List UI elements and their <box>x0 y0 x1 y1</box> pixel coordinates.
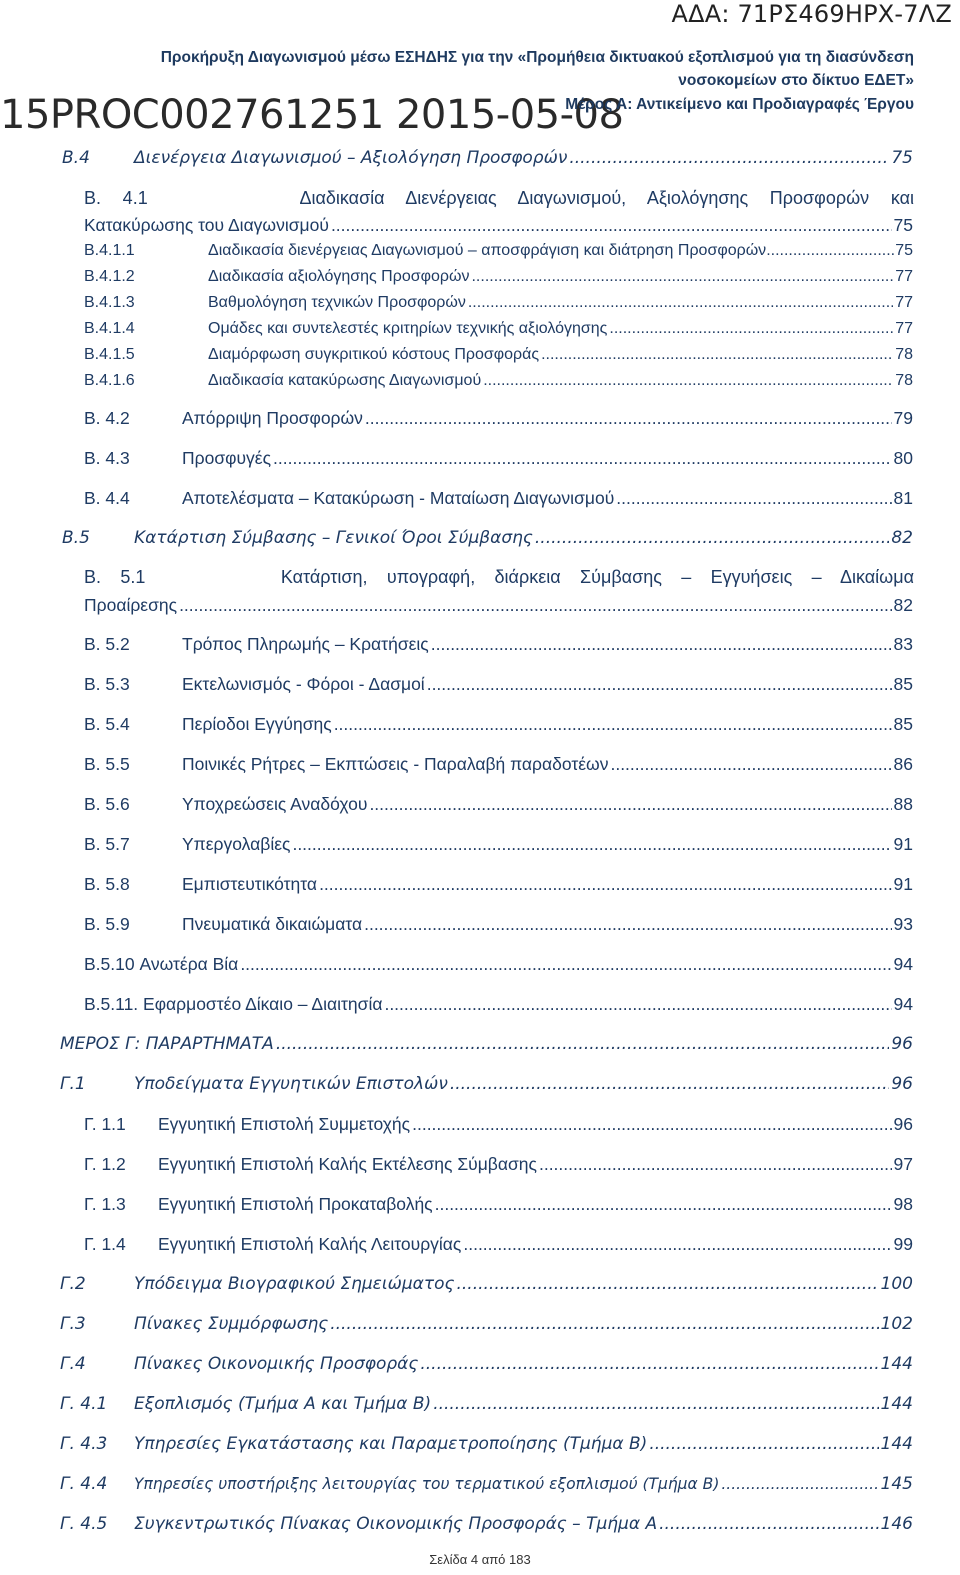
toc-title-continuation: Κατακύρωσης του Διαγωνισμού <box>84 215 329 235</box>
toc-leader <box>273 448 892 469</box>
toc-entry[interactable] <box>0 448 960 469</box>
toc-page: 94 <box>893 994 913 1014</box>
toc-title: Υπηρεσίες Εγκατάστασης και Παραμετροποίησης (Τμήμα Β) <box>134 1434 648 1454</box>
toc-leader <box>384 994 891 1015</box>
toc-leader <box>649 1434 878 1454</box>
toc-number: B. 4.4 <box>84 488 130 508</box>
toc-page: 99 <box>893 1234 913 1254</box>
toc-page: 77 <box>895 320 913 337</box>
toc-entry-multiline-first[interactable] <box>84 567 914 588</box>
toc-entry[interactable] <box>0 1074 960 1094</box>
toc-page: 144 <box>880 1394 913 1414</box>
toc-entry[interactable] <box>0 268 960 286</box>
toc-leader <box>179 595 891 616</box>
page-footer: Σελίδα 4 από 183 <box>429 1552 531 1567</box>
toc-leader <box>319 874 891 895</box>
toc-title: Πίνακες Οικονομικής Προσφοράς <box>134 1354 419 1374</box>
toc-number: Γ.4 <box>60 1354 86 1374</box>
toc-title: Ποινικές Ρήτρες – Εκπτώσεις - Παραλαβή παραδοτέων <box>182 754 609 774</box>
toc-number: B.4.1.1 <box>84 242 135 259</box>
toc-title: Απόρριψη Προσφορών <box>182 408 363 428</box>
toc-number: Γ. 4.1 <box>60 1394 108 1414</box>
toc-entry[interactable] <box>0 488 960 509</box>
toc-entry[interactable] <box>0 754 960 775</box>
toc-page: 96 <box>893 1114 913 1134</box>
toc-entry[interactable] <box>0 242 960 260</box>
toc-page: 96 <box>891 1074 913 1094</box>
toc-number: B. 5.2 <box>84 634 130 654</box>
toc-leader <box>721 1475 878 1493</box>
toc-leader <box>659 1514 878 1534</box>
toc-page: 98 <box>893 1194 913 1214</box>
toc-page: 88 <box>893 794 913 814</box>
toc-page: 81 <box>893 488 913 508</box>
toc-number: Γ. 4.4 <box>60 1474 108 1494</box>
toc-title: Συγκεντρωτικός Πίνακας Οικονομικής Προσφοράς – Τμήμα Α <box>134 1514 658 1534</box>
toc-title: Υπηρεσίες υποστήριξης λειτουργίας του τερματικού εξοπλισμού (Τμήμα Β) <box>134 1475 720 1493</box>
toc-number: B. 4.2 <box>84 408 130 428</box>
toc-entry[interactable] <box>0 1194 960 1215</box>
toc-number: B.4.1.3 <box>84 294 135 311</box>
toc-entry[interactable] <box>0 346 960 364</box>
toc-number: Γ. 4.5 <box>60 1514 108 1534</box>
toc-page: 79 <box>893 408 913 428</box>
toc-title-continuation: Προαίρεσης <box>84 595 178 615</box>
toc-page: 80 <box>893 448 913 468</box>
toc-entry[interactable] <box>0 294 960 312</box>
toc-leader <box>766 242 895 260</box>
toc-entry[interactable] <box>0 1354 960 1374</box>
toc-number: B. 4.3 <box>84 448 130 468</box>
toc-leader <box>450 1074 890 1094</box>
toc-page: 145 <box>880 1474 913 1494</box>
proc-code: 15PROC002761251 2015-05-08 <box>0 92 624 138</box>
toc-title: Διαδικασία διενέργειας Διαγωνισμού – αποσφράγιση και διάτρηση Προσφορών <box>208 242 767 259</box>
toc-number: B.5 <box>62 528 90 548</box>
toc-leader <box>539 1154 892 1175</box>
toc-entry[interactable] <box>0 528 960 548</box>
toc-entry[interactable] <box>0 994 960 1015</box>
toc-entry-continuation[interactable] <box>0 595 960 616</box>
toc-entry[interactable] <box>0 1234 960 1255</box>
toc-number: B. 5.7 <box>84 834 130 854</box>
toc-entry[interactable] <box>0 914 960 935</box>
toc-entry[interactable] <box>0 1154 960 1175</box>
toc-page: 75 <box>891 148 913 168</box>
toc-page: 85 <box>893 674 913 694</box>
toc-leader <box>420 1354 878 1374</box>
toc-title: Εγγυητική Επιστολή Καλής Εκτέλεσης Σύμβασης <box>158 1154 537 1174</box>
toc-entry[interactable] <box>0 320 960 338</box>
toc-entry[interactable] <box>0 1474 960 1494</box>
toc-leader <box>609 320 893 338</box>
toc-leader <box>365 408 892 429</box>
toc-page: 146 <box>880 1514 913 1534</box>
toc-number: Γ.3 <box>60 1314 86 1334</box>
header-line-1: Προκήρυξη Διαγωνισμού μέσω ΕΣΗΔΗΣ για την «Προμήθεια δικτυακού εξοπλισμού για τη διασύνδεση <box>160 49 914 66</box>
toc-page: 91 <box>893 834 913 854</box>
toc-title: Εμπιστευτικότητα <box>182 874 318 894</box>
toc-page: 102 <box>880 1314 913 1334</box>
toc-leader <box>610 754 891 775</box>
toc-page: 93 <box>893 914 913 934</box>
toc-page: 83 <box>893 634 913 654</box>
toc-title: Πνευματικά δικαιώματα <box>182 914 363 934</box>
toc-title: Διαμόρφωση συγκριτικού κόστους Προσφοράς <box>208 346 540 363</box>
toc-entry[interactable] <box>0 1314 960 1334</box>
toc-page: 75 <box>895 242 913 259</box>
toc-number: B. 5.4 <box>84 714 130 734</box>
toc-entry[interactable] <box>0 1034 960 1054</box>
toc-title: Εγγυητική Επιστολή Συμμετοχής <box>158 1114 411 1134</box>
ada-code: ΑΔΑ: 71ΡΣ469ΗΡΧ-7ΛΖ <box>671 0 952 28</box>
toc-leader <box>412 1114 891 1135</box>
toc-leader <box>463 1234 891 1255</box>
toc-page: 78 <box>895 372 913 389</box>
toc-entry[interactable] <box>0 1514 960 1534</box>
toc-entry[interactable] <box>0 714 960 735</box>
toc-leader <box>535 528 889 548</box>
header-line-3: Μέρος Α: Αντικείμενο και Προδιαγραφές Έργου <box>565 96 914 113</box>
toc-leader <box>364 914 891 935</box>
toc-leader <box>616 488 891 509</box>
toc-entry[interactable] <box>0 148 960 168</box>
toc-leader <box>292 834 891 855</box>
toc-title: Διαδικασία κατακύρωσης Διαγωνισμού <box>208 372 482 389</box>
toc-page: 96 <box>891 1034 913 1054</box>
toc-leader <box>334 714 892 735</box>
toc-leader <box>483 372 893 390</box>
toc-leader <box>331 215 892 236</box>
toc-entry[interactable] <box>0 794 960 815</box>
toc-number: Γ. 1.3 <box>84 1194 126 1214</box>
toc-number: B. 4.1 <box>84 188 148 208</box>
toc-leader <box>276 1034 890 1054</box>
toc-number: B. 5.8 <box>84 874 130 894</box>
toc-entry[interactable] <box>0 834 960 855</box>
toc-number: B. 5.6 <box>84 794 130 814</box>
toc-number: Γ. 1.1 <box>84 1114 126 1134</box>
toc-leader <box>427 674 892 695</box>
toc-title: Βαθμολόγηση τεχνικών Προσφορών <box>208 294 466 311</box>
toc-leader <box>471 268 893 286</box>
toc-page: 75 <box>893 215 913 235</box>
toc-entry[interactable] <box>0 954 960 975</box>
toc-number: B.4.1.6 <box>84 372 135 389</box>
toc-entry[interactable] <box>0 874 960 895</box>
toc-number: B. 5.1 <box>84 567 146 587</box>
toc-entry-multiline-first[interactable] <box>84 188 914 209</box>
toc-number: Γ.1 <box>60 1074 86 1094</box>
toc-leader <box>369 794 891 815</box>
toc-number: B.4.1.2 <box>84 268 135 285</box>
toc-title: B.5.11. Εφαρμοστέο Δίκαιο – Διαιτησία <box>84 994 383 1014</box>
toc-entry[interactable] <box>0 674 960 695</box>
toc-entry[interactable] <box>0 372 960 390</box>
toc-title: Διαδικασία Διενέργειας Διαγωνισμού, Αξιολόγησης Προσφορών και <box>299 188 915 208</box>
toc-leader <box>468 294 893 312</box>
toc-title: Πίνακες Συμμόρφωσης <box>134 1314 329 1334</box>
toc-title: B.5.10 Ανωτέρα Βία <box>84 954 239 974</box>
toc-entry[interactable] <box>0 1274 960 1294</box>
toc-entry[interactable] <box>0 1114 960 1135</box>
toc-title: Υπεργολαβίες <box>182 834 291 854</box>
toc-page: 82 <box>893 595 913 615</box>
toc-title: Κατάρτιση, υπογραφή, διάρκεια Σύμβασης – Εγγυήσεις – Δικαίωμα <box>280 567 915 587</box>
toc-page: 100 <box>880 1274 913 1294</box>
toc-page: 94 <box>893 954 913 974</box>
toc-number: Γ. 1.2 <box>84 1154 126 1174</box>
toc-entry-continuation[interactable] <box>0 215 960 236</box>
toc-title: Προσφυγές <box>182 448 272 468</box>
toc-leader <box>541 346 893 364</box>
toc-page: 77 <box>895 294 913 311</box>
toc-title: Υποδείγματα Εγγυητικών Επιστολών <box>134 1074 448 1094</box>
toc-title: Εγγυητική Επιστολή Καλής Λειτουργίας <box>158 1234 462 1254</box>
toc-number: B. 5.9 <box>84 914 130 934</box>
toc-title: Εγγυητική Επιστολή Προκαταβολής <box>158 1194 433 1214</box>
toc-number: Γ.2 <box>60 1274 86 1294</box>
toc-page: 82 <box>891 528 913 548</box>
toc-title: Διαδικασία αξιολόγησης Προσφορών <box>208 268 470 285</box>
toc-number: B.4.1.4 <box>84 320 135 337</box>
header-line-2: νοσοκομείων στο δίκτυο ΕΔΕΤ» <box>678 72 914 89</box>
toc-title: ΜΕΡΟΣ Γ: ΠΑΡΑΡΤΗΜΑΤΑ <box>60 1034 274 1054</box>
toc-title: Υποχρεώσεις Αναδόχου <box>182 794 368 814</box>
toc-title: Εξοπλισμός (Τμήμα Α και Τμήμα Β) <box>134 1394 432 1414</box>
toc-number: Γ. 4.3 <box>60 1434 108 1454</box>
toc-page: 77 <box>895 268 913 285</box>
toc-entry[interactable] <box>0 634 960 655</box>
toc-title: Διενέργεια Διαγωνισμού – Αξιολόγηση Προσφορών <box>134 148 568 168</box>
toc-number: B. 5.3 <box>84 674 130 694</box>
toc-title: Περίοδοι Εγγύησης <box>182 714 332 734</box>
toc-leader <box>330 1314 878 1334</box>
toc-leader <box>431 634 892 655</box>
toc-title: Τρόπος Πληρωμής – Κρατήσεις <box>182 634 429 654</box>
toc-entry[interactable] <box>0 1394 960 1414</box>
toc-leader <box>457 1274 879 1294</box>
toc-page: 91 <box>893 874 913 894</box>
toc-title: Αποτελέσματα – Κατακύρωση - Ματαίωση Διαγωνισμού <box>182 488 615 508</box>
toc-title: Κατάρτιση Σύμβασης – Γενικοί Όροι Σύμβασης <box>134 528 533 548</box>
toc-leader <box>435 1194 892 1215</box>
toc-number: Γ. 1.4 <box>84 1234 126 1254</box>
toc-entry[interactable] <box>0 1434 960 1454</box>
toc-page: 85 <box>893 714 913 734</box>
toc-page: 144 <box>880 1354 913 1374</box>
toc-number: B.4 <box>62 148 90 168</box>
toc-title: Υπόδειγμα Βιογραφικού Σημειώματος <box>134 1274 455 1294</box>
toc-leader <box>433 1394 878 1414</box>
toc-leader <box>240 954 891 975</box>
toc-number: B. 5.5 <box>84 754 130 774</box>
toc-title: Ομάδες και συντελεστές κριτηρίων τεχνικής αξιολόγησης <box>208 320 608 337</box>
toc-page: 97 <box>893 1154 913 1174</box>
toc-number: B.4.1.5 <box>84 346 135 363</box>
toc-entry[interactable] <box>0 408 960 429</box>
toc-page: 86 <box>893 754 913 774</box>
toc-page: 78 <box>895 346 913 363</box>
toc-title: Εκτελωνισμός - Φόροι - Δασμοί <box>182 674 425 694</box>
toc-leader <box>569 148 889 168</box>
toc-page: 144 <box>880 1434 913 1454</box>
